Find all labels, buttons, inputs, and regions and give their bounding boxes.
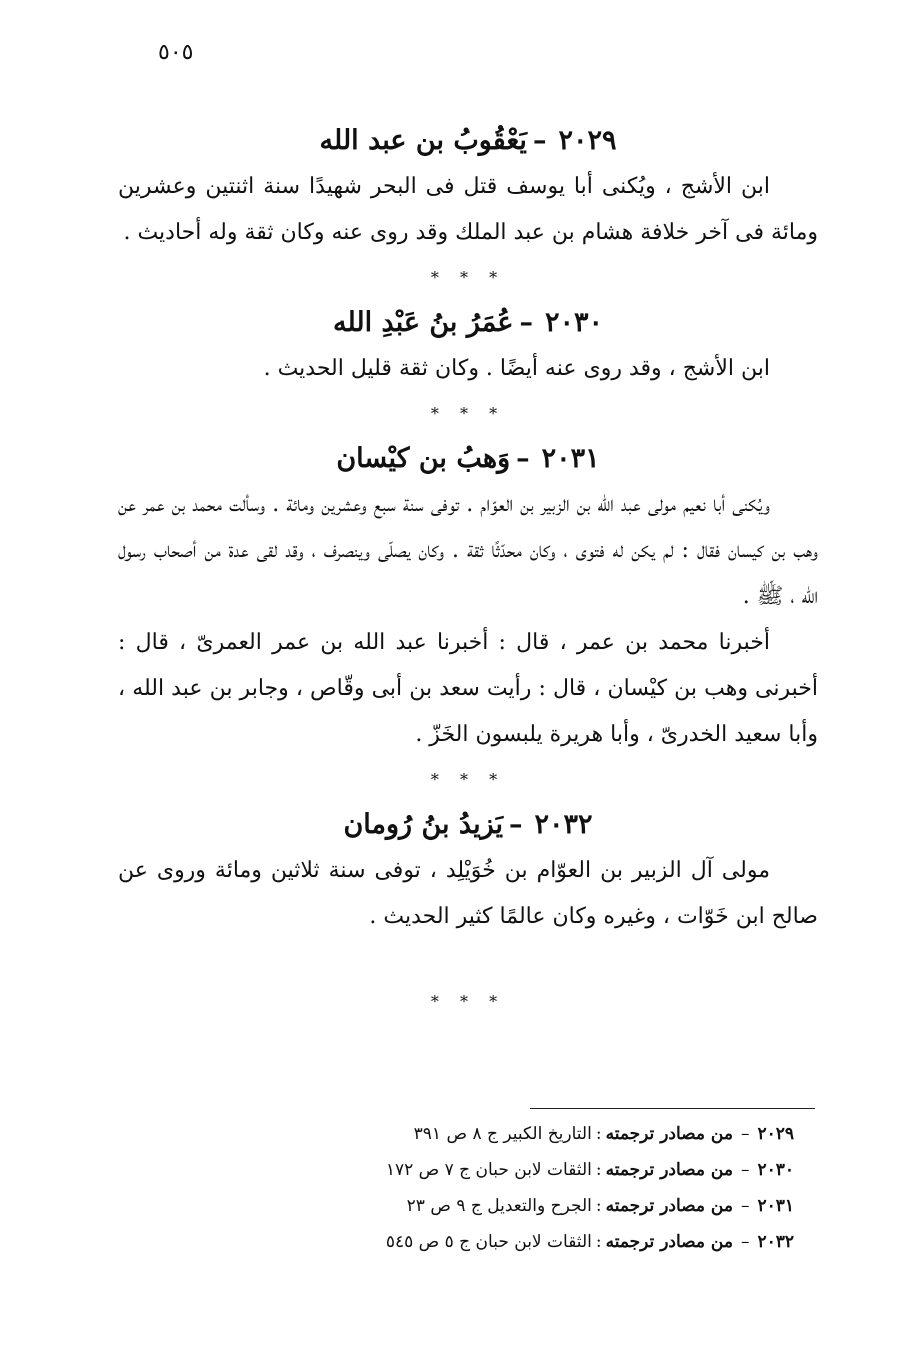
footnotes xyxy=(234,1116,794,1260)
footnote-label: من مصادر ترجمته xyxy=(605,1124,733,1144)
section-separator: * * * xyxy=(430,770,506,789)
heading-dash: – xyxy=(516,443,530,474)
heading-dash: – xyxy=(509,809,523,840)
section-separator: * * * xyxy=(430,404,506,423)
footnote-label: من مصادر ترجمته xyxy=(605,1160,733,1180)
entry-paragraph: ابن الأشج ، ويُكنى أبا يوسف قتل فى البحر شهيدًا سنة اثنتين وعشرين ومائة فى آخر خلافة هشام بن عبد الملك وقد روى عنه وكان ثقة وله أحاديث . xyxy=(118,174,818,245)
entry-name: عُمَرُ بنُ عَبْدِ الله xyxy=(333,307,514,338)
entry-paragraph: مولى آل الزبير بن العوّام بن خُوَيْلِد ، توفى سنة ثلاثين ومائة وروى عن صالح ابن خَوّات ، وغيره وكان عالمًا كثير الحديث . xyxy=(118,858,818,929)
entry-2029 xyxy=(118,118,818,256)
footnote-source: التاريخ الكبير ج ٨ ص ٣٩١ xyxy=(413,1124,592,1144)
footnote-dash: – xyxy=(740,1124,750,1144)
entry-name: وَهبُ بن كيْسان xyxy=(336,443,511,474)
entry-2032 xyxy=(118,802,818,940)
footnote-dash: – xyxy=(740,1196,750,1216)
footnote-source: الجرح والتعديل ج ٩ ص ٢٣ xyxy=(406,1196,592,1216)
entry-paragraph: ويُكنى أبا نعيم مولى عبد الله بن الزبير بن العوّام . توفى سنة سبع وعشرين ومائة . وسألت محمد بن عمر عن وهب بن كيسان فقال : لم يكن له فتوى ، وكان محدّثًا ثقة . وكان يصلّى وينصرف ، وقد لقى عدة من أصحاب رسول الله ، ﷺ . xyxy=(118,492,818,609)
footnote-item xyxy=(234,1152,794,1188)
footnote-source: الثقات لابن حبان ج ٥ ص ٥٤٥ xyxy=(385,1232,592,1252)
footnote-dash: – xyxy=(740,1232,750,1252)
footnote-label: من مصادر ترجمته xyxy=(605,1232,733,1252)
heading-dash: – xyxy=(532,125,547,156)
footnote-item xyxy=(234,1224,794,1260)
entry-number: ٢٠٢٩ xyxy=(558,125,617,156)
entry-number: ٢٠٣٠ xyxy=(544,307,603,338)
entry-name: يَزيدُ بنُ رُومان xyxy=(343,809,504,840)
footnote-label: من مصادر ترجمته xyxy=(605,1196,733,1216)
entry-paragraph: أخبرنا محمد بن عمر ، قال : أخبرنا عبد الله بن عمر العمرىّ ، قال : أخبرنى وهب بن كيْسان ، قال : رأيت سعد بن أبى وقّاص ، وجابر بن عبد الله ، وأبا سعيد الخدرىّ ، وأبا هريرة يلبسون الخَزّ . xyxy=(118,630,818,747)
footnote-colon: : xyxy=(595,1232,602,1252)
footnote-colon: : xyxy=(595,1196,602,1216)
page-number: ٥٠٥ xyxy=(158,40,194,65)
footnote-number: ٢٠٣١ xyxy=(757,1196,794,1216)
heading-dash: – xyxy=(519,307,533,338)
entry-paragraph: ابن الأشج ، وقد روى عنه أيضًا . وكان ثقة قليل الحديث . xyxy=(263,356,770,381)
footnote-number: ٢٠٣٢ xyxy=(757,1232,794,1252)
footnote-colon: : xyxy=(595,1124,602,1144)
entry-heading xyxy=(118,436,818,482)
footnote-source: الثقات لابن حبان ج ٧ ص ١٧٢ xyxy=(385,1160,592,1180)
entry-heading xyxy=(118,118,818,164)
entry-number: ٢٠٣٢ xyxy=(534,809,593,840)
footnote-item xyxy=(234,1188,794,1224)
footnote-rule xyxy=(530,1108,815,1109)
biography-entries xyxy=(118,118,818,1024)
footnote-number: ٢٠٢٩ xyxy=(757,1124,794,1144)
section-separator: * * * xyxy=(430,268,506,287)
entry-heading xyxy=(118,300,818,346)
section-separator: * * * xyxy=(430,992,506,1011)
entry-name: يَعْقُوبُ بن عبد الله xyxy=(319,125,527,156)
entry-2030 xyxy=(118,300,818,392)
footnote-item xyxy=(234,1116,794,1152)
footnote-dash: – xyxy=(740,1160,750,1180)
entry-number: ٢٠٣١ xyxy=(541,443,600,474)
entry-2031 xyxy=(118,436,818,758)
entry-heading xyxy=(118,802,818,848)
footnote-colon: : xyxy=(595,1160,602,1180)
footnote-number: ٢٠٣٠ xyxy=(757,1160,794,1180)
